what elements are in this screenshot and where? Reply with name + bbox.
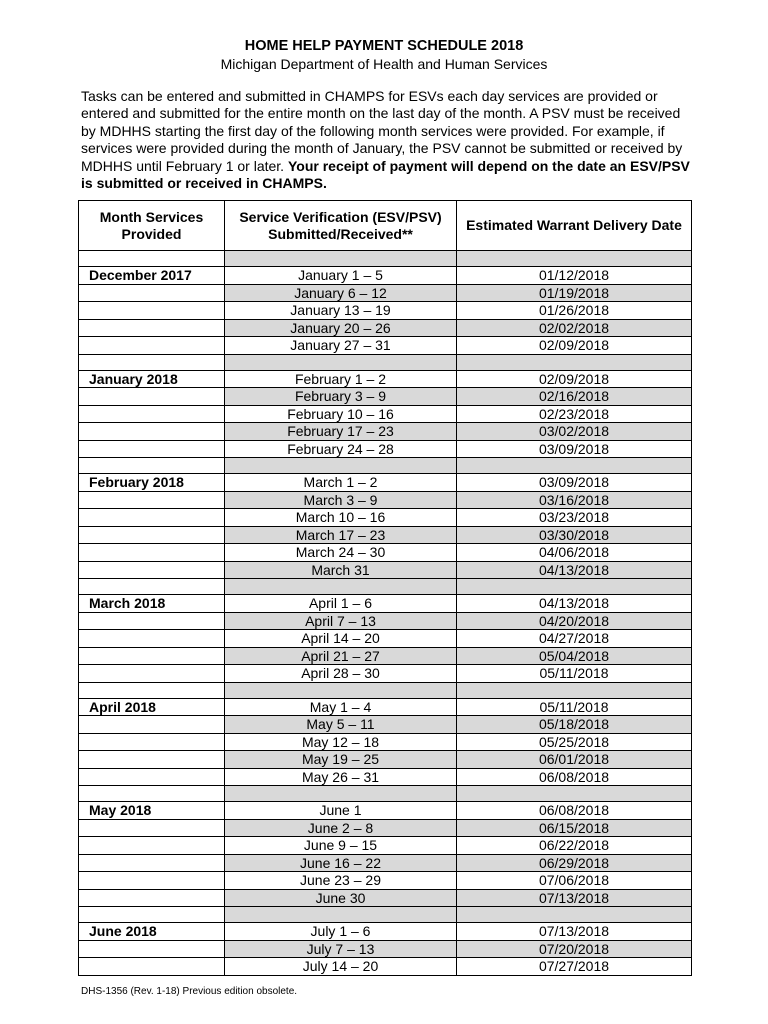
month-cell-empty <box>79 337 225 355</box>
warrant-date: 03/16/2018 <box>457 491 692 509</box>
month-cell-empty <box>79 940 225 958</box>
warrant-date: 01/19/2018 <box>457 284 692 302</box>
spacer-cell <box>79 458 225 474</box>
service-period: February 1 – 2 <box>225 370 457 388</box>
month-cell-empty <box>79 284 225 302</box>
table-row <box>79 940 692 958</box>
table-row <box>79 544 692 562</box>
header-service-verification: Service Verification (ESV/PSV) Submitted/Received** <box>225 201 457 251</box>
service-period: April 7 – 13 <box>225 612 457 630</box>
month-label: December 2017 <box>79 267 225 285</box>
month-cell-empty <box>79 751 225 769</box>
spacer-cell <box>79 251 225 267</box>
spacer-row <box>79 251 692 267</box>
warrant-date: 04/13/2018 <box>457 595 692 613</box>
service-period: January 6 – 12 <box>225 284 457 302</box>
warrant-date: 06/08/2018 <box>457 768 692 786</box>
month-cell-empty <box>79 716 225 734</box>
table-row <box>79 526 692 544</box>
spacer-cell <box>225 354 457 370</box>
service-period: May 12 – 18 <box>225 733 457 751</box>
month-label: June 2018 <box>79 923 225 941</box>
warrant-date: 02/23/2018 <box>457 405 692 423</box>
table-row <box>79 474 692 492</box>
service-period: June 16 – 22 <box>225 854 457 872</box>
warrant-date: 01/12/2018 <box>457 267 692 285</box>
month-cell-empty <box>79 733 225 751</box>
table-row <box>79 302 692 320</box>
document-title: HOME HELP PAYMENT SCHEDULE 2018 <box>244 38 524 54</box>
warrant-date: 05/04/2018 <box>457 647 692 665</box>
month-cell-empty <box>79 819 225 837</box>
spacer-cell <box>79 907 225 923</box>
warrant-date: 07/20/2018 <box>457 940 692 958</box>
table-row <box>79 370 692 388</box>
intro-paragraph <box>81 88 696 192</box>
table-row <box>79 665 692 683</box>
month-label: January 2018 <box>79 370 225 388</box>
table-row <box>79 802 692 820</box>
warrant-date: 02/09/2018 <box>457 370 692 388</box>
month-cell-empty <box>79 509 225 527</box>
month-cell-empty <box>79 958 225 976</box>
table-row <box>79 284 692 302</box>
spacer-cell <box>457 786 692 802</box>
table-row <box>79 751 692 769</box>
service-period: July 1 – 6 <box>225 923 457 941</box>
spacer-cell <box>225 682 457 698</box>
table-row <box>79 958 692 976</box>
table-row <box>79 612 692 630</box>
table-row <box>79 768 692 786</box>
month-cell-empty <box>79 440 225 458</box>
warrant-date: 06/29/2018 <box>457 854 692 872</box>
service-period: January 27 – 31 <box>225 337 457 355</box>
month-cell-empty <box>79 612 225 630</box>
warrant-date: 07/06/2018 <box>457 872 692 890</box>
table-header-row <box>79 201 692 251</box>
spacer-cell <box>457 579 692 595</box>
table-row <box>79 716 692 734</box>
service-period: February 24 – 28 <box>225 440 457 458</box>
service-period: May 5 – 11 <box>225 716 457 734</box>
service-period: May 19 – 25 <box>225 751 457 769</box>
warrant-date: 06/22/2018 <box>457 837 692 855</box>
warrant-date: 02/09/2018 <box>457 337 692 355</box>
month-cell-empty <box>79 561 225 579</box>
intro-text: Tasks can be entered and submitted in CHAMPS for ESVs each day services are provided or entered and submitted for the entire month on the last day of the month. A PSV must be received by MDHHS starting the first day of the following month services were provided. For example, if services were provided during the month of January, the PSV cannot be submitted or received by MDHHS until February 1 or later. <box>81 88 683 174</box>
table-row <box>79 405 692 423</box>
service-period: June 30 <box>225 889 457 907</box>
service-period: July 14 – 20 <box>225 958 457 976</box>
spacer-cell <box>225 458 457 474</box>
month-cell-empty <box>79 647 225 665</box>
spacer-cell <box>457 251 692 267</box>
service-period: March 17 – 23 <box>225 526 457 544</box>
service-period: March 31 <box>225 561 457 579</box>
service-period: March 24 – 30 <box>225 544 457 562</box>
spacer-row <box>79 458 692 474</box>
warrant-date: 02/16/2018 <box>457 388 692 406</box>
warrant-date: 07/27/2018 <box>457 958 692 976</box>
warrant-date: 05/18/2018 <box>457 716 692 734</box>
service-period: June 2 – 8 <box>225 819 457 837</box>
spacer-row <box>79 907 692 923</box>
spacer-row <box>79 354 692 370</box>
intro-bold-text: Your receipt of payment will depend on the date an ESV/PSV is submitted or received in CHAMPS. <box>81 157 690 192</box>
service-period: March 1 – 2 <box>225 474 457 492</box>
service-period: January 13 – 19 <box>225 302 457 320</box>
table-row <box>79 440 692 458</box>
warrant-date: 03/09/2018 <box>457 474 692 492</box>
spacer-row <box>79 786 692 802</box>
warrant-date: 04/27/2018 <box>457 630 692 648</box>
table-row <box>79 388 692 406</box>
warrant-date: 03/23/2018 <box>457 509 692 527</box>
month-cell-empty <box>79 388 225 406</box>
spacer-cell <box>457 458 692 474</box>
month-cell-empty <box>79 544 225 562</box>
month-cell-empty <box>79 491 225 509</box>
table-row <box>79 819 692 837</box>
warrant-date: 07/13/2018 <box>457 889 692 907</box>
service-period: March 3 – 9 <box>225 491 457 509</box>
spacer-cell <box>457 682 692 698</box>
document-subtitle: Michigan Department of Health and Human Services <box>220 56 548 72</box>
warrant-date: 04/13/2018 <box>457 561 692 579</box>
warrant-date: 06/01/2018 <box>457 751 692 769</box>
service-period: January 1 – 5 <box>225 267 457 285</box>
month-cell-empty <box>79 872 225 890</box>
service-period: July 7 – 13 <box>225 940 457 958</box>
service-period: May 26 – 31 <box>225 768 457 786</box>
spacer-cell <box>457 907 692 923</box>
warrant-date: 01/26/2018 <box>457 302 692 320</box>
table-row <box>79 509 692 527</box>
service-period: January 20 – 26 <box>225 319 457 337</box>
service-period: February 10 – 16 <box>225 405 457 423</box>
warrant-date: 04/20/2018 <box>457 612 692 630</box>
table-row <box>79 423 692 441</box>
warrant-date: 02/02/2018 <box>457 319 692 337</box>
table-row <box>79 854 692 872</box>
service-period: February 3 – 9 <box>225 388 457 406</box>
spacer-cell <box>225 579 457 595</box>
table-row <box>79 337 692 355</box>
month-label: April 2018 <box>79 698 225 716</box>
service-period: May 1 – 4 <box>225 698 457 716</box>
month-label: March 2018 <box>79 595 225 613</box>
month-cell-empty <box>79 423 225 441</box>
table-row <box>79 319 692 337</box>
table-row <box>79 630 692 648</box>
form-footer: DHS-1356 (Rev. 1-18) Previous edition obsolete. <box>81 986 298 997</box>
warrant-date: 06/15/2018 <box>457 819 692 837</box>
month-cell-empty <box>79 837 225 855</box>
schedule-body <box>79 251 692 976</box>
service-period: April 21 – 27 <box>225 647 457 665</box>
spacer-cell <box>79 354 225 370</box>
service-period: June 1 <box>225 802 457 820</box>
warrant-date: 03/30/2018 <box>457 526 692 544</box>
spacer-cell <box>79 786 225 802</box>
payment-schedule-table <box>78 200 692 976</box>
service-period: June 9 – 15 <box>225 837 457 855</box>
month-label: May 2018 <box>79 802 225 820</box>
service-period: February 17 – 23 <box>225 423 457 441</box>
table-row <box>79 595 692 613</box>
warrant-date: 03/09/2018 <box>457 440 692 458</box>
warrant-date: 05/11/2018 <box>457 698 692 716</box>
service-period: April 1 – 6 <box>225 595 457 613</box>
table-row <box>79 889 692 907</box>
header-month-services: Month Services Provided <box>79 201 225 251</box>
service-period: April 28 – 30 <box>225 665 457 683</box>
table-row <box>79 733 692 751</box>
month-cell-empty <box>79 854 225 872</box>
table-row <box>79 872 692 890</box>
warrant-date: 06/08/2018 <box>457 802 692 820</box>
table-row <box>79 561 692 579</box>
table-row <box>79 698 692 716</box>
month-cell-empty <box>79 302 225 320</box>
table-row <box>79 923 692 941</box>
month-cell-empty <box>79 319 225 337</box>
service-period: March 10 – 16 <box>225 509 457 527</box>
month-cell-empty <box>79 768 225 786</box>
service-period: April 14 – 20 <box>225 630 457 648</box>
table-row <box>79 267 692 285</box>
warrant-date: 07/13/2018 <box>457 923 692 941</box>
spacer-cell <box>225 786 457 802</box>
month-cell-empty <box>79 526 225 544</box>
month-label: February 2018 <box>79 474 225 492</box>
spacer-cell <box>225 907 457 923</box>
month-cell-empty <box>79 889 225 907</box>
spacer-cell <box>79 682 225 698</box>
table-row <box>79 837 692 855</box>
month-cell-empty <box>79 630 225 648</box>
spacer-cell <box>79 579 225 595</box>
warrant-date: 05/11/2018 <box>457 665 692 683</box>
warrant-date: 03/02/2018 <box>457 423 692 441</box>
month-cell-empty <box>79 665 225 683</box>
spacer-row <box>79 682 692 698</box>
spacer-row <box>79 579 692 595</box>
month-cell-empty <box>79 405 225 423</box>
header-warrant-date: Estimated Warrant Delivery Date <box>457 201 692 251</box>
warrant-date: 05/25/2018 <box>457 733 692 751</box>
table-row <box>79 647 692 665</box>
spacer-cell <box>225 251 457 267</box>
warrant-date: 04/06/2018 <box>457 544 692 562</box>
service-period: June 23 – 29 <box>225 872 457 890</box>
table-row <box>79 491 692 509</box>
spacer-cell <box>457 354 692 370</box>
